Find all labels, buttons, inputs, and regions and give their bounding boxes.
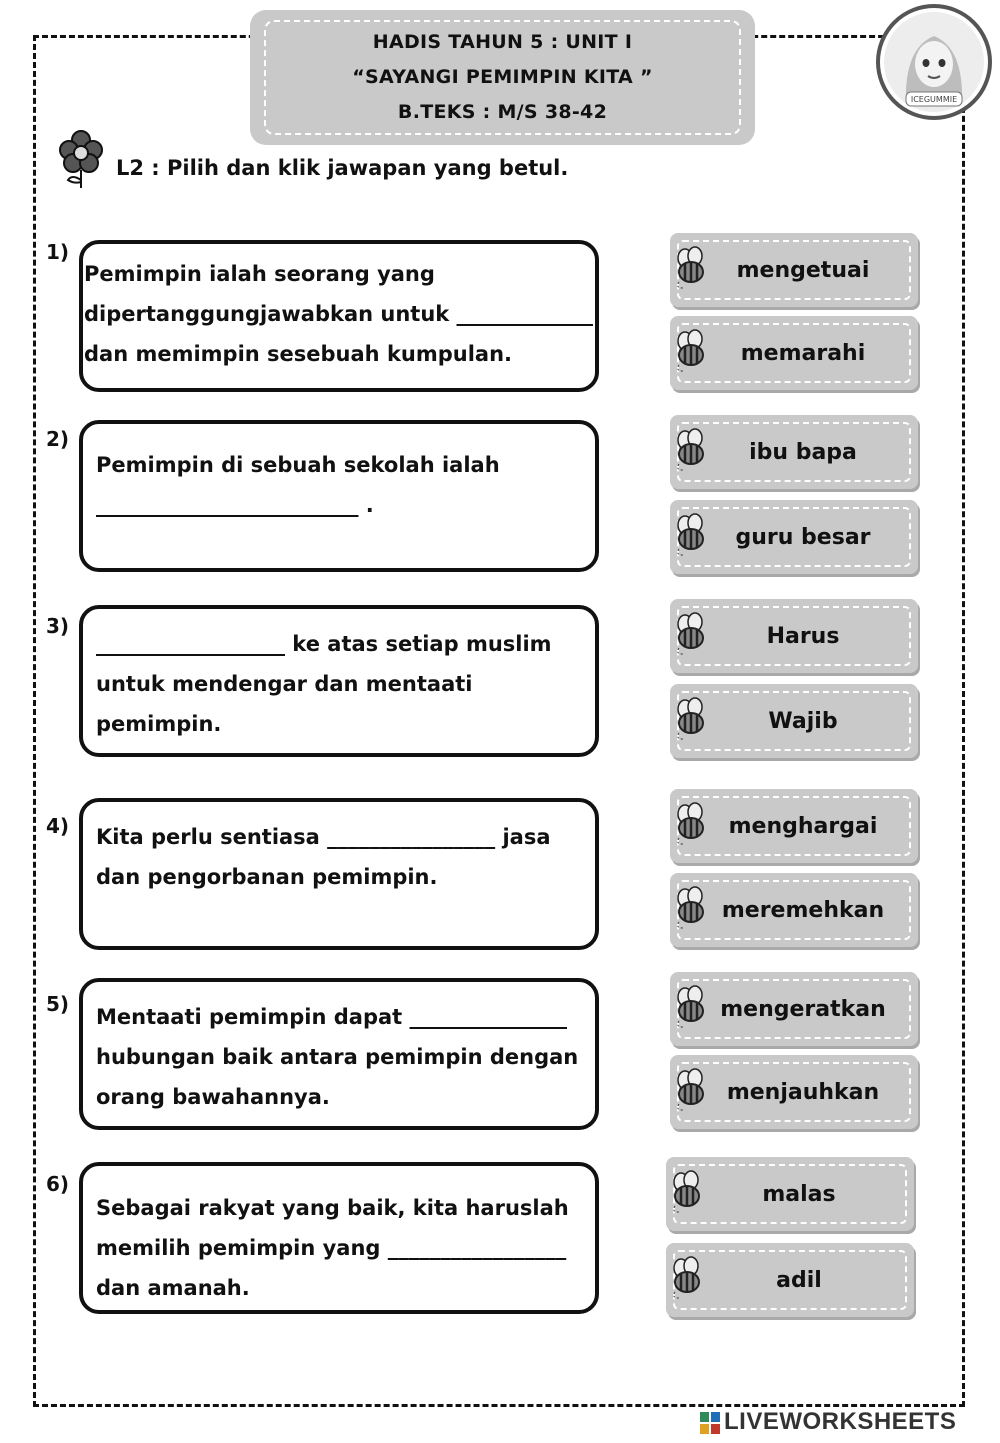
option-label: menghargai (728, 813, 878, 839)
title-line-3: B.TEKS : M/S 38-42 (397, 101, 608, 123)
instruction-text: L2 : Pilih dan klik jawapan yang betul. (116, 156, 569, 180)
bee-icon (671, 246, 711, 290)
answer-option[interactable] (670, 684, 918, 758)
bee-icon (671, 886, 711, 930)
question-text: Kita perlu sentiasa ________________ jasa dan pengorbanan pemimpin. (96, 825, 551, 889)
question-text: Pemimpin ialah seorang yang dipertanggungjawabkan untuk _____________ dan memimpin sesebuah kumpulan. (84, 262, 594, 366)
answer-option[interactable] (670, 415, 918, 489)
answer-option[interactable] (666, 1157, 914, 1231)
question-text: Mentaati pemimpin dapat _______________ hubungan baik antara pemimpin dengan orang bawahannya. (96, 1005, 579, 1109)
avatar (876, 4, 992, 120)
option-label: mengetuai (736, 257, 870, 283)
answer-option[interactable] (670, 873, 918, 947)
avatar-caption: ICEGUMMIE (910, 95, 958, 104)
answer-option[interactable] (670, 500, 918, 574)
brand-text: LIVEWORKSHEETS (724, 1408, 957, 1435)
bee-icon (671, 697, 711, 741)
option-label: meremehkan (721, 897, 885, 923)
title-line-2: “SAYANGI PEMIMPIN KITA ” (352, 66, 653, 88)
question-number: 2) (46, 427, 70, 451)
answer-option[interactable] (670, 599, 918, 673)
bee-icon (671, 329, 711, 373)
bee-icon (667, 1256, 707, 1300)
title-banner (250, 10, 755, 145)
option-label: malas (762, 1181, 836, 1207)
answer-option[interactable] (670, 972, 918, 1046)
bee-icon (671, 428, 711, 472)
bee-icon (671, 513, 711, 557)
question-number: 4) (46, 814, 70, 838)
answer-option[interactable] (666, 1243, 914, 1317)
answer-option[interactable] (670, 789, 918, 863)
bee-icon (671, 985, 711, 1029)
option-label: guru besar (735, 524, 871, 550)
question-number: 1) (46, 240, 70, 264)
option-label: mengeratkan (720, 996, 886, 1022)
option-label: menjauhkan (726, 1079, 880, 1105)
option-label: Harus (766, 623, 840, 649)
question-number: 3) (46, 614, 70, 638)
flower-icon (56, 128, 106, 190)
question-number: 5) (46, 992, 70, 1016)
bee-icon (667, 1170, 707, 1214)
question-text: Sebagai rakyat yang baik, kita haruslah memilih pemimpin yang _________________ dan amanah. (96, 1196, 569, 1300)
option-label: memarahi (740, 340, 866, 366)
question-text: __________________ ke atas setiap muslim untuk mendengar dan mentaati pemimpin. (96, 632, 552, 736)
bee-icon (671, 802, 711, 846)
avatar-girl-icon (880, 8, 988, 116)
answer-option[interactable] (670, 1055, 918, 1129)
bee-icon (671, 612, 711, 656)
question-number: 6) (46, 1172, 70, 1196)
title-line-1: HADIS TAHUN 5 : UNIT I (372, 31, 633, 53)
question-text: Pemimpin di sebuah sekolah ialah _________________________ . (96, 453, 500, 517)
answer-option[interactable] (670, 316, 918, 390)
option-label: adil (776, 1267, 822, 1293)
answer-option[interactable] (670, 233, 918, 307)
bee-icon (671, 1068, 711, 1112)
option-label: Wajib (768, 708, 838, 734)
option-label: ibu bapa (749, 439, 857, 465)
